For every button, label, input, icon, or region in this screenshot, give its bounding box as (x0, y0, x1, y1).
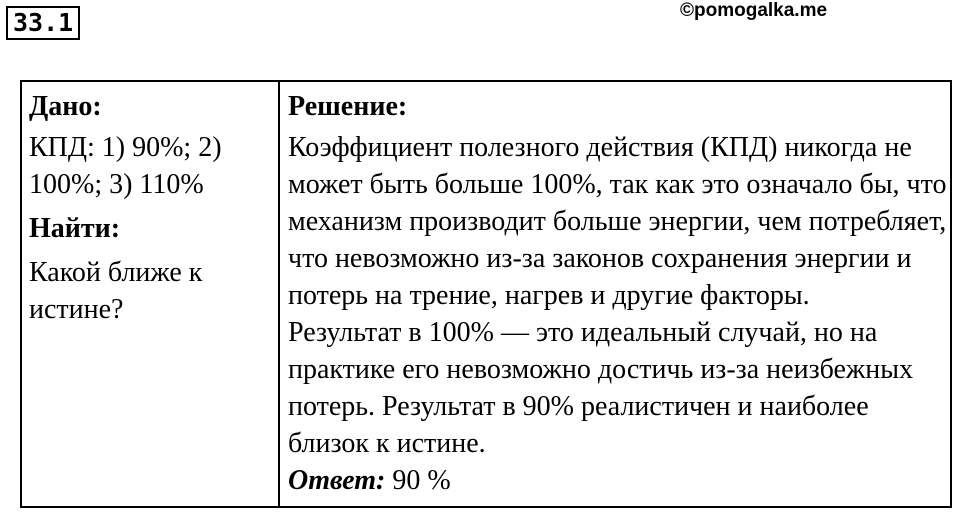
problem-number: 33.1 (6, 6, 80, 40)
answer-line (288, 462, 950, 499)
given-column (22, 82, 280, 506)
solution-paragraph-1: Коэффициент полезного действия (КПД) никогда не может быть больше 100%, так как это означало бы, что механизм производит больше энергии, чем потребляет, что невозможно из-за законов сохранения энергии и потерь на трение, нагрев и другие факторы. (288, 132, 947, 311)
find-title: Найти: (29, 213, 121, 244)
answer-value: 90 % (385, 465, 451, 496)
solution-paragraph-2: Результат в 100% — это идеальный случай, но на практике его невозможно достичь из-за неизбежных потерь. Результат в 90% реалистичен и наиболее близок к истине. (288, 317, 914, 459)
given-title: Дано: (29, 91, 102, 122)
given-text: КПД: 1) 90%; 2) 100%; 3) 110% (29, 132, 222, 200)
answer-label: Ответ: (288, 465, 386, 496)
solution-title: Решение: (288, 91, 408, 122)
watermark: ©pomogalka.me (680, 0, 828, 21)
find-text: Какой ближе к истине? (29, 257, 203, 325)
solution-table (20, 80, 952, 508)
solution-column (280, 82, 950, 506)
